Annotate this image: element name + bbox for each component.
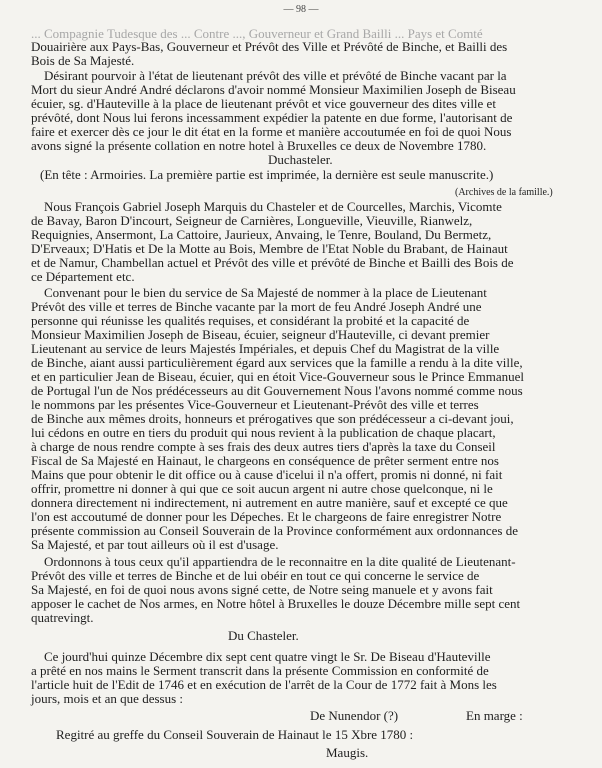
block5-line: Sa Majesté, en foi de quoi nous avons signé cette, de Notre seing manuele et y avons fait (31, 582, 493, 597)
signature-maugis: Maugis. (326, 745, 369, 760)
block1-line: Bois de Sa Majesté. (31, 53, 135, 68)
block3-line: Requignies, Ansermont, La Cattoire, Jaurieux, Anvaing, le Tenre, Bouland, Du Bermetz, (31, 227, 492, 242)
block4-line: le nommons par les présentes Vice-Gouverneur et Lieutenant-Prévôt des ville et terres (31, 397, 479, 412)
block6-line: l'article huit de l'Edit de 1746 et en exécution de l'arrêt de la Cour de 1772 fait à Mons les (31, 677, 497, 692)
block3-line: ce Département etc. (31, 269, 135, 284)
block4-line: personne qui réunisse les qualités requises, et considérant la probité et la capacité de (31, 313, 470, 328)
block4-line: Fiscal de Sa Majesté en Hainaut, le chargeons en conséquence de prêter serment entre nos (31, 453, 499, 468)
block5-line: Prévôt des ville et terres de Binche et de lui obéir en tout ce qui concerne le service de (31, 568, 480, 583)
header-note: (En tête : Armoiries. La première partie est imprimée, la dernière est seule manuscrite.) (40, 167, 494, 182)
block2-line: prévôté, dont Nous lui ferons incessamment expédier la patente en due forme, l'autorisant de (31, 110, 513, 125)
block4-line: Mains que pour obtenir le dit office ou à cause d'icelui il n'a offert, promis ni donné, ni fait (31, 467, 503, 482)
block4-line: lui cédons en outre en tiers du produit qui nous revient à la publication de chaque placart, (31, 425, 496, 440)
block2-line: Mort du sieur André André déclarons d'avoir nommé Monsieur Maximilien Joseph de Biseau (31, 82, 516, 97)
block4-line: et en particulier Jean de Biseau, écuier, qui en étoit Vice-Gouverneur sous le Prince Emmanuel (31, 369, 525, 384)
block1-line: Douairière aux Pays-Bas, Gouverneur et Prévôt des Ville et Prévôté de Binche, et Bailli des (31, 39, 508, 54)
block4-line: Monsieur Maximilien Joseph de Biseau, écuier, seigneur d'Hauteville, ci devant premier (31, 327, 490, 342)
page-number: — 98 — (283, 4, 319, 15)
margin-note: En marge : (466, 708, 523, 723)
archives-note: (Archives de la famille.) (455, 187, 553, 198)
block2-line: Désirant pourvoir à l'état de lieutenant prévôt des ville et prévôté de Binche vacant par la (44, 68, 507, 83)
block2-line: écuier, sg. d'Hauteville à la place de lieutenant prévôt et vice gouverneur des dites ville et (31, 96, 496, 111)
block4-line: Sa Majesté, et par tout ailleurs où il est d'usage. (31, 537, 279, 552)
block4-line: de Binche aux mêmes droits, honneurs et prérogatives que son prédécesseur a ci-devant joui, (31, 411, 514, 426)
signature-de-nunendor: De Nunendor (?) (310, 708, 399, 723)
block6-line: Ce jourd'hui quinze Décembre dix sept cent quatre vingt le Sr. De Biseau d'Hauteville (44, 649, 491, 664)
block5-line: quatrevingt. (31, 610, 94, 625)
block5-line: apposer le cachet de Nos armes, en Notre hôtel à Bruxelles le douze Décembre mille sept cent (31, 596, 521, 611)
block4-line: l'on est accoutumé de donner pour les Dépeches. Et le chargeons de faire enregistrer Notre (31, 509, 502, 524)
block5-line: Ordonnons à tous ceux qu'il appartiendra de le reconnaitre en la dite qualité de Lieutenant- (44, 554, 516, 569)
block2-line: avons signé la présente collation en notre hotel à Bruxelles ce deux de Novembre 1780. (31, 138, 487, 153)
block4-line: à charge de nous rendre compte à ses frais des deux autres tiers d'après la taxe du Conseil (31, 439, 496, 454)
block6-line: jours, mois et an que dessus : (31, 691, 184, 706)
block1-line: ... Compagnie Tudesque des ... Contre ..., Gouverneur et Grand Bailli ... Pays et Comté (31, 26, 483, 41)
block3-line: D'Erveaux; D'Hatis et De la Motte au Bois, Membre de l'Etat Noble du Brabant, de Hainaut (31, 241, 508, 256)
block3-line: et de Namur, Chambellan actuel et Prévôt des ville et prévôté de Binche et Bailli des Bois de (31, 255, 514, 270)
block4-line: Lieutenant au service de leurs Majestés Impériales, et depuis Chef du Magistrat de la ville (31, 341, 500, 356)
registry-line: Regitré au greffe du Conseil Souverain de Hainaut le 15 Xbre 1780 : (56, 727, 414, 742)
block4-line: de Portugal l'un de Nos prédécesseurs au dit Gouvernement Nous l'avons nommé comme nous (31, 383, 523, 398)
block2-line: faire et exercer dès ce jour le dit état en la forme et manière accoutumée en foi de quoi Nous (31, 124, 512, 139)
block3-line: Nous François Gabriel Joseph Marquis du Chasteler et de Courcelles, Marchis, Vicomte (44, 199, 502, 214)
block6-line: a prêté en nos mains le Serment transcrit dans la présente Commission en conformité de (31, 663, 489, 678)
signature-duchasteler: Duchasteler. (268, 152, 333, 167)
block4-line: offrir, promettre ni donner à qui que ce soit aucun argent ni autre chose quelconque, ni le (31, 481, 493, 496)
block4-line: Convenant pour le bien du service de Sa Majesté de nommer à la place de Lieutenant (44, 285, 487, 300)
block4-line: de Binche, aiant aussi particulièrement égard aux services que la famille a rendu à la dite ville, (31, 355, 523, 370)
block4-line: donnera directement ni indirectement, ni autrement en autre manière, sauf et excepté ce que (31, 495, 508, 510)
signature-du-chasteler: Du Chasteler. (228, 628, 299, 643)
block4-line: Prévôt des ville et terres de Binche vacante par la mort de feu André Joseph André une (31, 299, 482, 314)
block3-line: de Bavay, Baron D'incourt, Seigneur de Carnières, Longueville, Vieuville, Rianwelz, (31, 213, 473, 228)
block4-line: présente commission au Conseil Souverain de la Province conformément aux ordonnances de (31, 523, 519, 538)
